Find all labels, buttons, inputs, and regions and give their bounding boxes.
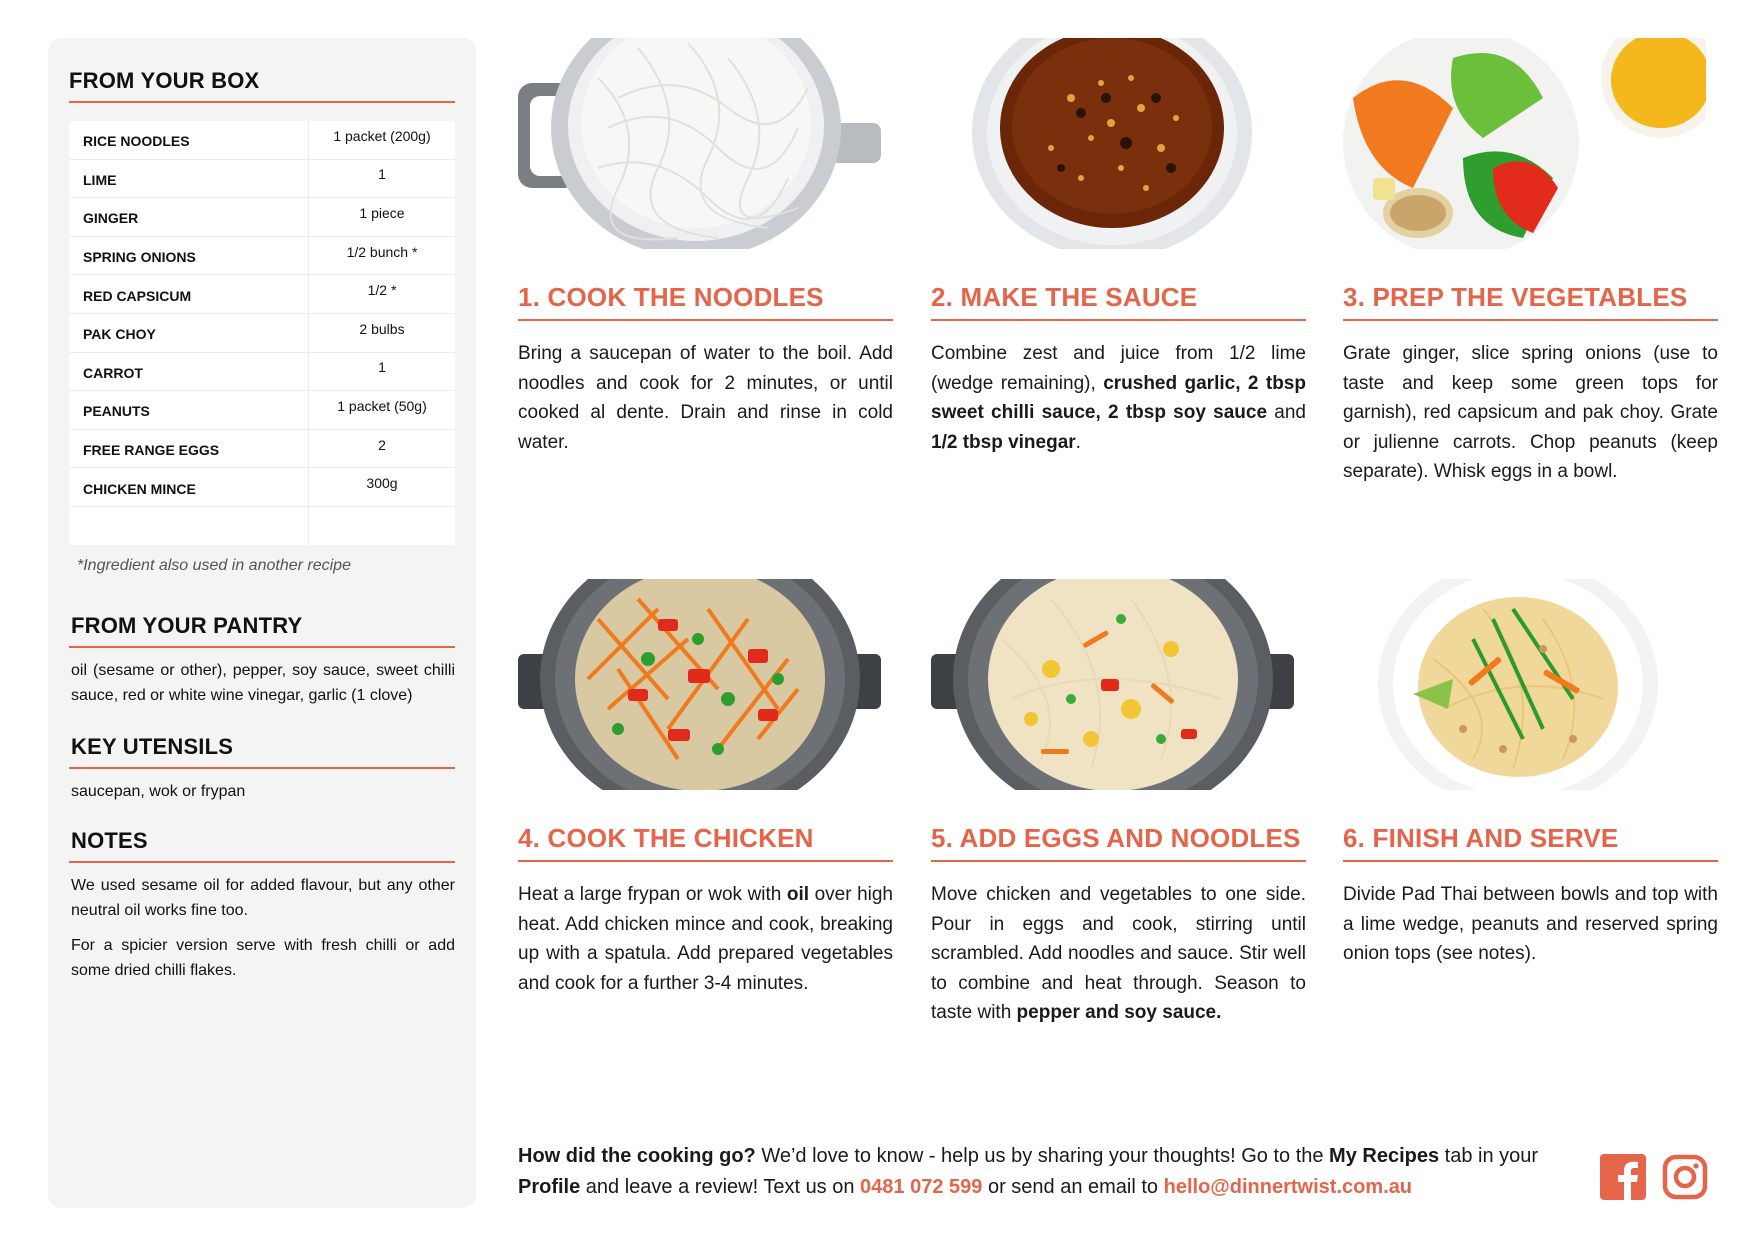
step-1 bbox=[518, 38, 893, 457]
step-text: Bring a saucepan of water to the boil. Add noodles and cook for 2 minutes, or until cooked al dente. Drain and rinse in cold water. bbox=[518, 343, 893, 453]
step-3 bbox=[1343, 38, 1718, 487]
ingredient-footnote: *Ingredient also used in another recipe bbox=[77, 556, 351, 574]
note-item: We used sesame oil for added flavour, but any other neutral oil works fine too. bbox=[71, 876, 455, 919]
noodles-in-colander-image bbox=[518, 38, 881, 249]
pantry-text: oil (sesame or other), pepper, soy sauce, sweet chilli sauce, red or white wine vinegar, garlic (1 clove) bbox=[71, 661, 455, 704]
table-row bbox=[69, 198, 455, 237]
ingredient-name: SPRING ONIONS bbox=[69, 237, 309, 275]
step-5 bbox=[931, 579, 1306, 1028]
notes-text bbox=[69, 873, 455, 983]
from-box-heading: FROM YOUR BOX bbox=[69, 68, 455, 103]
step-4 bbox=[518, 579, 893, 998]
step-title: 3. PREP THE VEGETABLES bbox=[1343, 282, 1718, 321]
sauce-in-bowl-image bbox=[931, 38, 1294, 249]
ingredient-name: RED CAPSICUM bbox=[69, 275, 309, 313]
ingredient-name: PEANUTS bbox=[69, 391, 309, 429]
step-6 bbox=[1343, 579, 1718, 969]
table-row bbox=[69, 237, 455, 276]
utensils-text: saucepan, wok or frypan bbox=[71, 782, 246, 800]
ingredient-qty: 1 piece bbox=[359, 204, 405, 221]
pad-thai-plate-image bbox=[1343, 579, 1706, 790]
ingredient-qty: 1/2 * bbox=[367, 282, 397, 299]
ingredient-qty: 2 bbox=[378, 436, 386, 453]
step-title: 6. FINISH AND SERVE bbox=[1343, 823, 1718, 862]
step-title: 1. COOK THE NOODLES bbox=[518, 282, 893, 321]
step-text: Grate ginger, slice spring onions (use to taste and keep some green tops for garnish), red capsicum and pak choy. Grate or julienne carrots. Chop peanuts (keep separate). Whisk eggs in a bowl. bbox=[1343, 343, 1718, 482]
facebook-icon[interactable] bbox=[1600, 1154, 1646, 1200]
table-row bbox=[69, 121, 455, 160]
sidebar bbox=[48, 38, 476, 1208]
ingredient-qty: 1 bbox=[378, 166, 386, 183]
ingredient-name: LIME bbox=[69, 160, 309, 198]
profile-link[interactable]: Profile bbox=[518, 1176, 581, 1198]
noodles-eggs-in-pan-image bbox=[931, 579, 1294, 790]
utensils-section bbox=[69, 734, 455, 804]
step-text: Heat a large frypan or wok with oil over high heat. Add chicken mince and cook, breaking up with a spatula. Add prepared vegetables and cook for a further 3-4 minutes. bbox=[518, 884, 893, 994]
pantry-section bbox=[69, 613, 455, 708]
ingredient-name: PAK CHOY bbox=[69, 314, 309, 352]
table-row-empty bbox=[69, 507, 455, 545]
pantry-heading: FROM YOUR PANTRY bbox=[69, 613, 455, 648]
ingredient-name: RICE NOODLES bbox=[69, 121, 309, 159]
phone-link[interactable]: 0481 072 599 bbox=[860, 1176, 983, 1198]
ingredients-table bbox=[69, 121, 455, 545]
ingredient-name: CHICKEN MINCE bbox=[69, 468, 309, 506]
ingredient-name: FREE RANGE EGGS bbox=[69, 430, 309, 468]
step-2 bbox=[931, 38, 1306, 457]
ingredient-qty: 1 packet (50g) bbox=[337, 397, 427, 414]
instagram-icon[interactable] bbox=[1662, 1154, 1708, 1200]
step-title: 4. COOK THE CHICKEN bbox=[518, 823, 893, 862]
footer-question: How did the cooking go? bbox=[518, 1145, 756, 1167]
feedback-footer: How did the cooking go? We’d love to know - help us by sharing your thoughts! Go to the My Recipes tab in your Profile and leave a review! Text us on 0481 072 599 or send an email to hello@dinnertwist.com.au bbox=[518, 1145, 1539, 1198]
table-row bbox=[69, 430, 455, 469]
ingredient-name: GINGER bbox=[69, 198, 309, 236]
note-item: For a spicier version serve with fresh chilli or add some dried chilli flakes. bbox=[71, 936, 455, 979]
notes-heading: NOTES bbox=[69, 828, 455, 863]
table-row bbox=[69, 314, 455, 353]
my-recipes-link[interactable]: My Recipes bbox=[1329, 1145, 1440, 1167]
table-row bbox=[69, 391, 455, 430]
ingredient-qty: 1 packet (200g) bbox=[333, 127, 431, 144]
step-title: 2. MAKE THE SAUCE bbox=[931, 282, 1306, 321]
prepped-vegetables-image bbox=[1343, 38, 1706, 249]
step-title: 5. ADD EGGS AND NOODLES bbox=[931, 823, 1306, 862]
table-row bbox=[69, 160, 455, 199]
step-text: Divide Pad Thai between bowls and top with a lime wedge, peanuts and reserved spring onion tops (see notes). bbox=[1343, 884, 1718, 964]
step-text: Combine zest and juice from 1/2 lime (wedge remaining), crushed garlic, 2 tbsp sweet chilli sauce, 2 tbsp soy sauce and 1/2 tbsp vinegar. bbox=[931, 343, 1306, 453]
ingredient-qty: 300g bbox=[366, 475, 398, 492]
table-row bbox=[69, 353, 455, 392]
ingredient-qty: 2 bulbs bbox=[359, 320, 405, 337]
ingredient-qty: 1 bbox=[378, 359, 386, 376]
ingredient-name: CARROT bbox=[69, 353, 309, 391]
utensils-heading: KEY UTENSILS bbox=[69, 734, 455, 769]
social-links bbox=[1600, 1154, 1708, 1200]
notes-section bbox=[69, 828, 455, 983]
table-row bbox=[69, 468, 455, 507]
step-text: Move chicken and vegetables to one side. Pour in eggs and cook, stirring until scrambled. Add noodles and sauce. Stir well to combine and heat through. Season to taste with pepper and soy sauce. bbox=[931, 884, 1306, 1023]
chicken-vegetables-in-pan-image bbox=[518, 579, 881, 790]
ingredient-qty: 1/2 bunch * bbox=[346, 243, 418, 260]
email-link[interactable]: hello@dinnertwist.com.au bbox=[1163, 1176, 1413, 1198]
table-row bbox=[69, 275, 455, 314]
